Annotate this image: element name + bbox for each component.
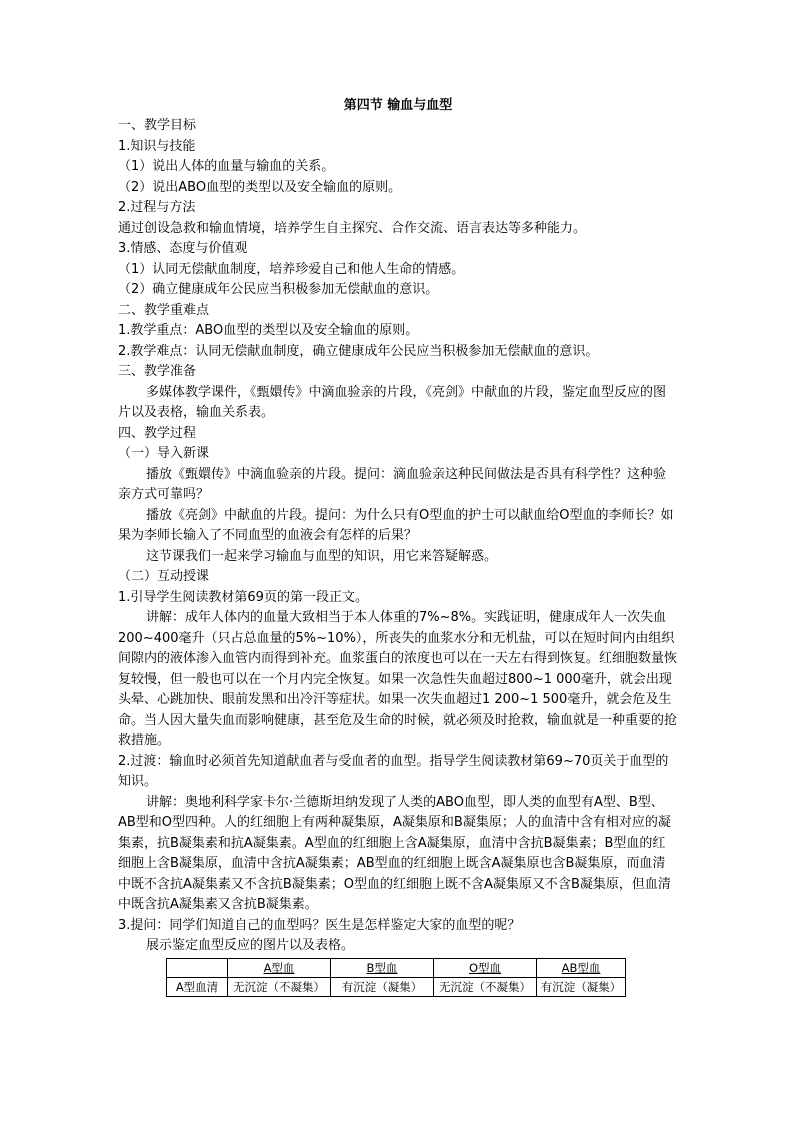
table-header-cell: A型血: [228, 958, 331, 977]
text-line: 四、教学过程: [118, 425, 197, 441]
text-line: 通过创设急救和输血情境，培养学生自主探究、合作交流、语言表达等多种能力。: [118, 220, 587, 236]
table-cell: 有沉淀（凝集）: [331, 977, 434, 996]
text-line: 播放《甄嬛传》中滴血验亲的片段。提问：滴血验亲这种民间做法是否具有科学性？这种验亲方式可靠吗？: [118, 466, 667, 502]
table-header-cell: [167, 958, 228, 977]
text-line: （一）导入新课: [118, 446, 210, 461]
table-cell: 有沉淀（凝集）: [537, 977, 626, 996]
table-header-cell: B型血: [331, 958, 434, 977]
text-line: 展示鉴定血型反应的图片以及表格。: [146, 938, 355, 953]
text-line: （2）确立健康成年公民应当积极参加无偿献血的意识。: [118, 282, 439, 297]
text-line: 一、教学目标: [118, 118, 197, 133]
text-line: （二）互动授课: [118, 569, 210, 584]
table-header-cell: AB型血: [537, 958, 626, 977]
table-header-cell: O型血: [434, 958, 537, 977]
document-page: [118, 96, 678, 997]
text-line: 3.情感、态度与价值观: [118, 241, 248, 256]
text-line: 二、教学重难点: [118, 302, 210, 318]
text-line: 播放《亮剑》中献血的片段。提问：为什么只有O型血的护士可以献血给O型血的李师长？如果为李师长输入了不同血型的血液会有怎样的后果？: [118, 507, 674, 543]
text-line: （2）说出ABO血型的类型以及安全输血的原则。: [118, 179, 402, 195]
text-line: （1）说出人体的血量与输血的关系。: [118, 159, 335, 174]
table-row: [167, 977, 626, 996]
section-title: 第四节 输血与血型: [343, 98, 453, 113]
text-line: 2.过程与方法: [118, 200, 196, 215]
table-cell: 无沉淀（不凝集）: [228, 977, 331, 996]
text-line: 1.知识与技能: [118, 138, 196, 154]
text-line: 多媒体教学课件，《甄嬛传》中滴血验亲的片段，《亮剑》中献血的片段，鉴定血型反应的图片以及表格，输血关系表。: [118, 384, 667, 420]
text-line: 1.引导学生阅读教材第69页的第一段正文。: [118, 589, 368, 605]
text-line: 三、教学准备: [118, 364, 197, 379]
text-line: 讲解：奥地利科学家卡尔·兰德斯坦纳发现了人类的ABO血型，即人类的血型有A型、B型、AB型和O型四种。人的红细胞上有两种凝集原，A凝集原和B凝集原；人的血清中含有相对应的凝集素，抗B凝集素和抗A凝集素。A型血的红细胞上含A凝集原，血清中含抗B凝集素；B型血的红细胞上含B凝集原，血清中含抗A凝集素；AB型血的红细胞上既含A凝集原也含B凝集原，而血清中既不含抗A凝集素又不含抗B凝集素；O型血的红细胞上既不含A凝集原又不含B凝集原，但血清中既含抗A凝集素又含抗B凝集素。: [118, 794, 671, 912]
text-line: 讲解：成年人体内的血量大致相当于本人体重的7%~8%。实践证明，健康成年人一次失血200~400毫升（只占总血量的5%~10%），所丧失的血浆水分和无机盐，可以在短时间内由组织间隙内的液体渗入血管内而得到补充。血浆蛋白的浓度也可以在一天左右得到恢复。红细胞数量恢复较慢，但一般也可以在一个月内完全恢复。如果一次急性失血超过800~1 000毫升，就会出现头晕、心跳加快、眼前发黑和出冷汗等症状。如果一次失血超过1 200~1 500毫升，就会危及生命。当人因大量失血而影响健康，甚至危及生命的时候，就必须及时抢救，输血就是一种重要的抢救措施。: [118, 610, 678, 748]
document-body: [118, 116, 678, 957]
blood-type-table: [166, 958, 626, 997]
text-line: 2.教学难点：认同无偿献血制度，确立健康成年公民应当积极参加无偿献血的意识。: [118, 343, 599, 359]
text-line: 这节课我们一起来学习输血与血型的知识，用它来答疑解惑。: [146, 548, 498, 564]
table-cell: A型血清: [167, 977, 228, 996]
text-line: 1.教学重点：ABO血型的类型以及安全输血的原则。: [118, 323, 419, 338]
table-cell: 无沉淀（不凝集）: [434, 977, 537, 996]
table-header-row: [167, 958, 626, 977]
text-line: 2.过渡：输血时必须首先知道献血者与受血者的血型。指导学生阅读教材第69~70页关于血型的知识。: [118, 753, 669, 789]
text-line: 3.提问：同学们知道自己的血型吗？医生是怎样鉴定大家的血型的呢？: [118, 917, 521, 933]
text-line: （1）认同无偿献血制度，培养珍爱自己和他人生命的情感。: [118, 261, 465, 277]
